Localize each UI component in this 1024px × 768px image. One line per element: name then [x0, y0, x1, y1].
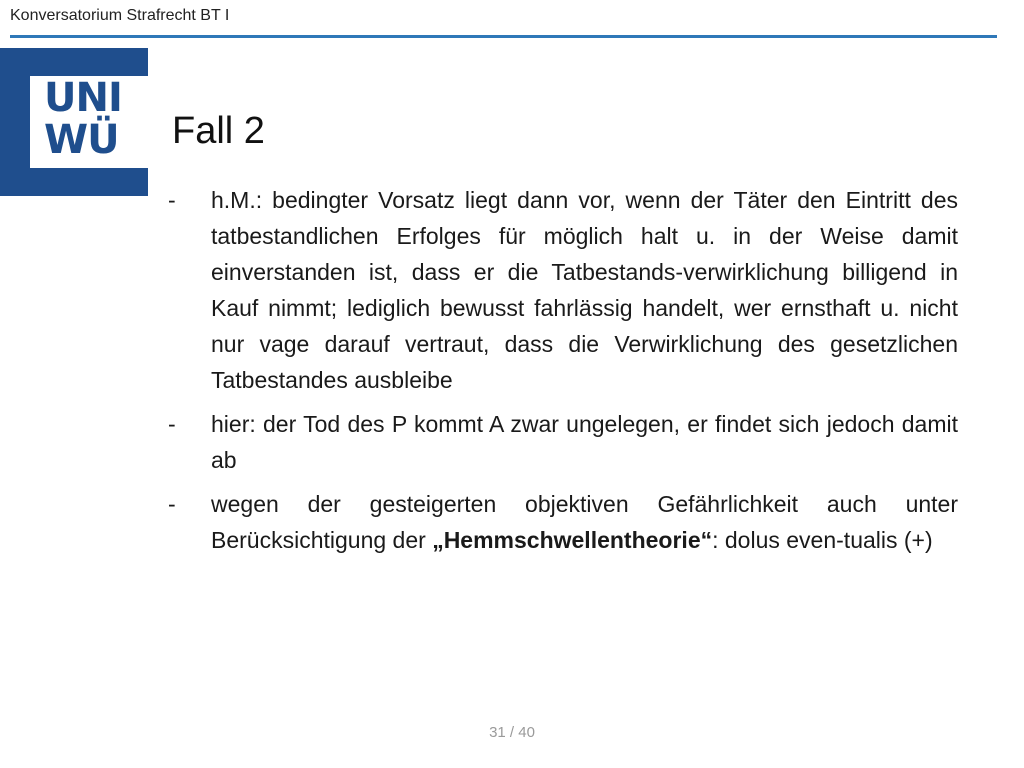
slide-title: Fall 2	[172, 110, 265, 152]
bullet-text: h.M.: bedingter Vorsatz liegt dann vor, wenn der Täter den Eintritt des tatbestandlichen Erfolges für möglich halt u. in der Weise damit einverstanden ist, dass er die Tatbestands-verwirklichung billigend in Kauf nimmt; lediglich bewusst fahrlässig handelt, wer ernsthaft u. nicht nur vage darauf vertraut, dass die Verwirklichung des gesetzlichen Tatbestandes ausbleibe	[211, 187, 958, 393]
bullet-item	[168, 486, 958, 558]
bullet-list	[168, 182, 958, 566]
page-number: 31 / 40	[489, 724, 535, 741]
bullet-dash: -	[168, 411, 176, 437]
bullet-dash: -	[168, 491, 176, 517]
bullet-item	[168, 406, 958, 478]
bullet-text-before: wegen der gesteigerten objektiven Gefährlichkeit auch unter Berücksichtigung der	[211, 491, 958, 553]
bullet-text-bold: „Hemmschwellentheorie“	[432, 527, 713, 553]
logo-text-uni: UNI	[44, 75, 122, 121]
logo-text-wue: WÜ	[44, 117, 119, 163]
header-divider	[10, 35, 997, 38]
course-title: Konversatorium Strafrecht BT I	[10, 7, 230, 24]
bullet-dash: -	[168, 187, 176, 213]
bullet-text-after: : dolus even-tualis (+)	[712, 527, 933, 553]
bullet-item	[168, 182, 958, 398]
bullet-text: hier: der Tod des P kommt A zwar ungelegen, er findet sich jedoch damit ab	[211, 411, 958, 473]
university-logo	[0, 48, 148, 196]
